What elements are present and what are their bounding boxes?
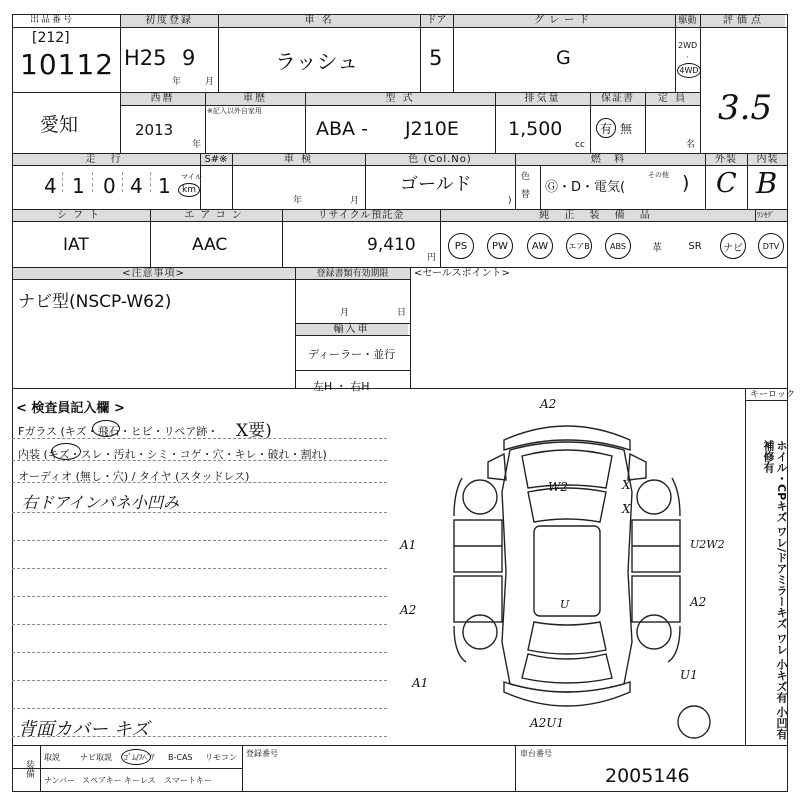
grade-label: グレード (534, 15, 594, 26)
damage-mark: W2 (548, 480, 568, 494)
lot-code: [212] (32, 30, 70, 46)
interior-grade: B (756, 166, 778, 200)
drive-2wd: 2WD (678, 41, 698, 50)
exterior-label: 外装 (715, 154, 737, 165)
inspection-year-suffix: 年 (293, 196, 303, 206)
shift-label: シフト (57, 210, 105, 221)
displacement-label: 排気量 (524, 93, 561, 104)
warranty-label: 保証書 (601, 93, 634, 104)
reg-day-suffix: 日 (397, 308, 407, 318)
first-reg-month: 9 (182, 46, 196, 70)
scratch-circle (51, 443, 81, 460)
damage-mark: X (622, 478, 631, 492)
option-item: スマートキー (164, 776, 212, 785)
equipment-item: ABS (605, 233, 631, 259)
score: 3.5 (718, 88, 773, 128)
notes-label: <注意事項> (122, 268, 185, 279)
color: ゴールド (400, 174, 472, 195)
warranty-no: 無 (620, 122, 633, 136)
region: 愛知 (40, 114, 79, 136)
vehicle-history-note: ※記入以外自家用 (207, 107, 262, 115)
inspection-interior-line: 内装 (キズ・スレ・汚れ・シミ・コゲ・穴・キレ・破れ・割れ) (18, 448, 327, 461)
import-label: 輸入車 (333, 324, 370, 335)
damage-mark: A2U1 (530, 716, 565, 730)
option-item: ｺﾞﾑ/ｽﾍﾟｱ (124, 753, 155, 762)
ac: AAC (192, 235, 228, 255)
western-year: 2013 (135, 121, 174, 139)
option-circle (121, 749, 151, 765)
damage-mark: A1 (412, 676, 429, 690)
fuel-label: 燃 料 (590, 154, 630, 165)
equipment-item: PS (448, 233, 474, 259)
recycle: 9,410 (367, 235, 416, 255)
inspection-audio-line: オーディオ (無し・穴) / タイヤ (スタッドレス) (18, 470, 250, 483)
western-year-label: 西暦 (150, 93, 175, 104)
western-year-suffix: 年 (192, 140, 202, 150)
model-code: J210E (405, 118, 459, 140)
import-value: ディーラー・並行 (308, 348, 396, 361)
doors: 5 (429, 46, 443, 70)
mileage-unit-mile: マイル (181, 173, 202, 181)
reg-month-suffix: 月 (340, 308, 350, 318)
notes: ナビ型(NSCP-W62) (18, 292, 172, 312)
equipment-item: ナビ (720, 233, 746, 259)
damage-mark: X (622, 502, 631, 516)
drive-4wd: 4WD (679, 66, 699, 75)
inspection-title: < 検査員記入欄 > (16, 401, 125, 416)
mileage-digit: 4 (130, 174, 143, 198)
option-item: キーレス (124, 776, 156, 785)
options-label: 装備 (24, 760, 34, 778)
damage-mark: U (560, 598, 570, 611)
inspection-label: 車 検 (283, 154, 314, 165)
handwritten-note-2: 背面カバー キズ (18, 719, 150, 740)
damage-mark: A2 (400, 603, 417, 617)
cc-unit: cc (575, 140, 585, 150)
capacity-label: 定 員 (657, 93, 688, 104)
mileage-digit: 0 (103, 174, 116, 198)
year-suffix: 年 (172, 77, 182, 87)
interior-label: 内装 (756, 154, 779, 165)
sno-label: S#※ (204, 154, 228, 165)
color-change-label-bottom: 替 (521, 190, 531, 200)
damage-mark: U1 (680, 668, 698, 682)
fuel-options: Ⓖ・D・電気( (545, 180, 626, 195)
score-label: 評価点 (723, 15, 765, 26)
first-reg-era: H25 (124, 46, 167, 70)
mileage-unit-km: km (182, 185, 196, 195)
option-item: スペアキー (82, 776, 122, 785)
drive-4wd-circle (677, 63, 701, 78)
car-damage-diagram (392, 392, 742, 742)
vehicle-history-label: 車歴 (243, 93, 267, 104)
option-item: ナビ取説 (80, 753, 112, 762)
equipment-item: SR (688, 240, 702, 252)
side-legend: ホイル・CPキズ ワレ/ドアミラーキズ ワレ 小キズ有 小凹有 補修有 (762, 440, 788, 740)
car-name-label: 車 名 (304, 15, 334, 26)
mileage-digit: 1 (72, 174, 85, 198)
color-change-label-top: 色 (521, 172, 531, 182)
equipment-extra-label: ﾜﾝｾｸﾞ (757, 211, 775, 219)
first-reg-label: 初度登録 (145, 15, 193, 26)
sales-points-label: <セールスポイント> (414, 268, 510, 279)
option-item: 取説 (44, 753, 60, 762)
option-item: ナンバー (44, 776, 76, 785)
lot-number: 10112 (20, 48, 115, 81)
inspection-month-suffix: 月 (350, 196, 360, 206)
ac-label: エアコン (184, 210, 248, 221)
handle-value: 左H ・ 右H (313, 380, 370, 393)
equipment-item: 革 (652, 242, 662, 254)
mileage-digit: 4 (44, 174, 57, 198)
mileage-label: 走 行 (85, 154, 127, 165)
capacity-unit: 名 (686, 140, 696, 150)
keylock-label: キーロック (750, 390, 795, 400)
chassis-label: 車台番号 (520, 749, 552, 758)
chassis: 2005146 (605, 765, 690, 787)
model-prefix: ABA - (316, 118, 368, 140)
warranty-yes-circle (596, 118, 616, 138)
equipment-item: PW (487, 233, 513, 259)
mileage-digit: 1 (158, 174, 171, 198)
reg-expiry-label: 登録書類有効期限 (316, 269, 389, 279)
reg-no-label: 登録番号 (246, 749, 278, 758)
inspection-glass-mark: X要) (236, 421, 272, 441)
displacement: 1,500 (508, 118, 563, 140)
door-label: ドア (426, 15, 447, 26)
color-label: 色 (Col.No) (408, 154, 472, 165)
equipment-label: 純 正 装 備 品 (539, 210, 656, 221)
exterior-grade: C (716, 168, 737, 199)
equipment-item: エアB (566, 233, 592, 259)
car-name: ラッシュ (275, 50, 359, 74)
warranty-yes: 有 (599, 121, 612, 136)
damage-mark: A2 (690, 595, 707, 609)
yen-unit: 円 (427, 253, 437, 263)
fuel-other: その他 (648, 171, 669, 179)
model-label: 型 式 (385, 93, 415, 104)
equipment-item: DTV (758, 233, 784, 259)
mileage-unit-km-circle (178, 183, 200, 197)
chip-circle (92, 420, 120, 437)
option-item: リモコン (205, 753, 237, 762)
equipment-item: AW (527, 233, 553, 259)
inspection-glass-line: Fガラス (キズ・飛石・ヒビ・リペア跡・ (18, 425, 219, 438)
shift: IAT (63, 235, 89, 255)
damage-mark: U2W2 (690, 538, 725, 551)
recycle-label: リサイクル預託金 (317, 210, 405, 221)
exhibit-label: 出品番号 (30, 15, 75, 25)
handwritten-note-1: 右ドアインパネ小凹み (22, 493, 179, 512)
option-item: B-CAS (168, 753, 193, 762)
grade: G (556, 47, 571, 69)
damage-mark: A1 (400, 538, 417, 552)
fuel-close: ) (682, 172, 690, 194)
damage-mark: A2 (540, 397, 557, 411)
drive-label: 駆動 (678, 16, 697, 26)
month-suffix: 月 (205, 77, 215, 87)
